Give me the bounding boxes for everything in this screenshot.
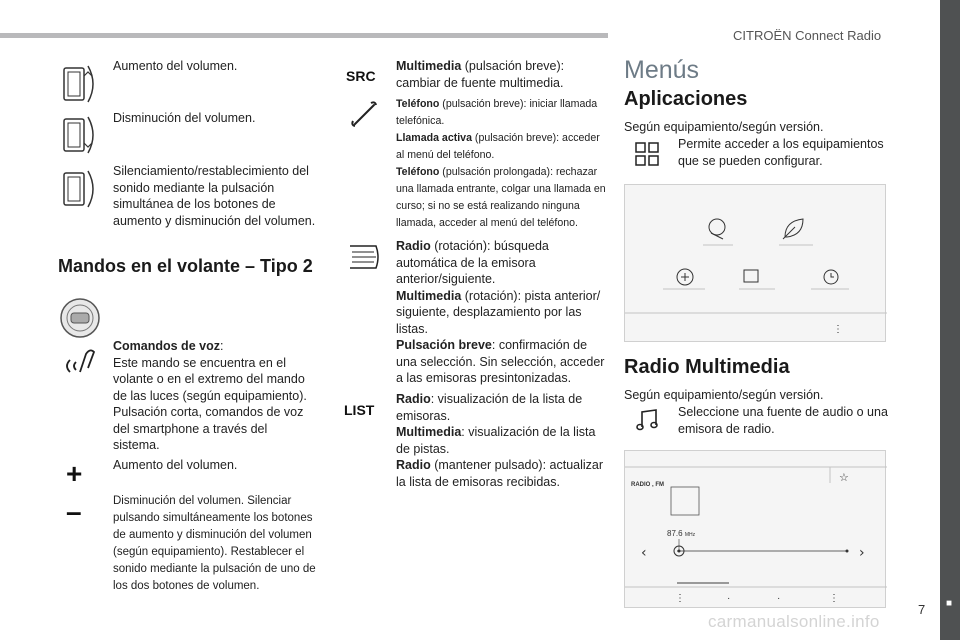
list-bold-2: Multimedia (396, 425, 462, 439)
wheel-bold-3: Pulsación breve (396, 338, 492, 352)
list-text (396, 391, 606, 490)
volume-up-text: Aumento del volumen. (113, 59, 238, 73)
src-desc: (pulsación breve): cambiar de fuente multimedia. (396, 59, 565, 90)
steering-scroll-up-icon (58, 62, 102, 106)
radio-desc: Seleccione una fuente de audio o una emisora de radio. (678, 405, 888, 436)
plus-text: Aumento del volumen. (113, 458, 238, 472)
steering-scroll-press-icon (58, 167, 102, 211)
frequency-end-dot-icon (846, 550, 849, 553)
vehicle-settings-icon (677, 269, 693, 285)
wheel-bold-2: Multimedia (396, 288, 462, 303)
apps-grid-icon (634, 141, 660, 167)
phone-desc-2: (pulsación breve): acceder al menú del teléfono. (396, 132, 600, 161)
eco-leaf-icon (783, 219, 803, 239)
side-strip (940, 0, 960, 640)
wheel-desc-3: : confirmación de una selección. Sin selección, acceder a las emisoras presintonizadas. (396, 338, 605, 385)
src-text (396, 58, 606, 91)
voice-command-text: Comandos de voz: Este mando se encuentra en el volante o en el extremo del mando de las luces (según equipamiento). Pulsación corta, comandos de voz del smartphone a través del sistema. (113, 339, 307, 452)
apps-screen-illustration (624, 184, 886, 342)
plus-icon: + (66, 458, 83, 489)
page-number: 7 (918, 602, 926, 617)
src-bold: Multimedia (396, 59, 462, 73)
radio-title: Radio Multimedia (624, 356, 790, 378)
phone-desc-1: (pulsación breve): iniciar llamada telefónica. (396, 98, 598, 127)
section-title-type2: Mandos en el volante – Tipo 2 (58, 256, 313, 276)
src-symbol: SRC (346, 68, 376, 84)
radio-favorite-star-icon: ☆ (839, 471, 849, 484)
phone-bold-1: Teléfono (396, 98, 440, 110)
wheel-desc-1: (rotación): búsqueda automática de la emisora anterior/siguiente. (396, 239, 549, 286)
list-bold-1: Radio (396, 392, 431, 406)
phone-desc-3: (pulsación prolongada): rechazar una llamada entrante, colgar una llamada en curso; si no se está realizando ninguna llamada, acceder al menú del teléfono. (396, 166, 606, 229)
mute-text: Silenciamiento/restablecimiento del sonido mediante la pulsación simultánea de los botones de aumento y disminución del volumen. (113, 164, 316, 228)
thumbwheel-icon (346, 242, 382, 272)
voice-command-bold: Comandos de voz (113, 339, 220, 353)
phone-icon (350, 100, 380, 130)
voice-command-desc: Este mando se encuentra en el volante o en el extremo del mando de las luces (según equipamiento). Pulsación corta, comandos de voz del smartphone a través del sistema. (113, 355, 307, 452)
apps-title: Aplicaciones (624, 88, 748, 110)
radio-frequency (667, 529, 695, 538)
volume-down-text: Disminución del volumen. (113, 111, 256, 125)
thumbwheel-text (396, 238, 606, 387)
phone-text (396, 96, 608, 232)
voice-command-icon (60, 342, 100, 378)
list-desc-3: (mantener pulsado): actualizar la lista de emisoras recibidas. (396, 458, 604, 489)
radio-screen-dots-1-icon: ⋮ (675, 593, 685, 604)
minus-text: Disminución del volumen. Silenciar pulsando simultáneamente los botones de aumento y disminución del volumen (según equipamiento). Restablecer el sonido mediante la pulsación de uno de los dos botones de volumen. (113, 495, 316, 592)
top-rule (0, 33, 608, 38)
apps-note: Según equipamiento/según versión. (624, 120, 824, 134)
apps-desc: Permite acceder a los equipamientos que se pueden configurar. (678, 137, 884, 168)
apps-screen-menu-dots-icon: ⋮ (833, 324, 843, 335)
page-header-title: CITROËN Connect Radio (733, 28, 882, 43)
radio-screen-controls (625, 451, 887, 609)
radio-prev-icon: ‹ (641, 545, 647, 561)
clock-settings-icon (824, 270, 838, 284)
radio-next-icon: › (859, 545, 865, 561)
steering-scroll-down-icon (58, 113, 102, 157)
radio-frequency-unit: MHz (684, 532, 696, 538)
menus-title: Menús (624, 56, 700, 84)
radio-screen-dot-3-icon: · (777, 593, 781, 604)
list-symbol: LIST (344, 402, 375, 418)
radio-screen-dots-4-icon: ⋮ (829, 593, 839, 604)
steering-wheel-icon (58, 296, 102, 340)
apps-screen-icons (625, 185, 887, 343)
music-note-icon (636, 407, 660, 433)
watermark: carmanualsonline.info (708, 612, 880, 631)
list-bold-3: Radio (396, 458, 431, 472)
radio-note: Según equipamiento/según versión. (624, 388, 824, 402)
wheel-desc-2: (rotación): pista anterior/ siguiente, desplazamiento por las listas. (396, 288, 601, 336)
list-desc-2: : visualización de la lista de pistas. (396, 425, 596, 456)
radio-screen-dot-2-icon: · (727, 593, 731, 604)
minus-icon: – (66, 496, 82, 527)
radio-screen-illustration (624, 450, 886, 608)
list-desc-1: : visualización de la lista de emisoras. (396, 392, 583, 423)
album-art-placeholder (671, 487, 699, 515)
phone-bold-2: Llamada activa (396, 132, 472, 144)
radio-frequency-value: 87.6 (667, 529, 683, 538)
radio-source-label: RADIO , FM (631, 482, 664, 488)
wheel-bold-1: Radio (396, 239, 431, 253)
contacts-icon (744, 270, 758, 282)
side-dot-icon: ■ (946, 598, 953, 609)
phone-bold-3: Teléfono (396, 166, 440, 178)
connected-services-icon (709, 219, 725, 239)
